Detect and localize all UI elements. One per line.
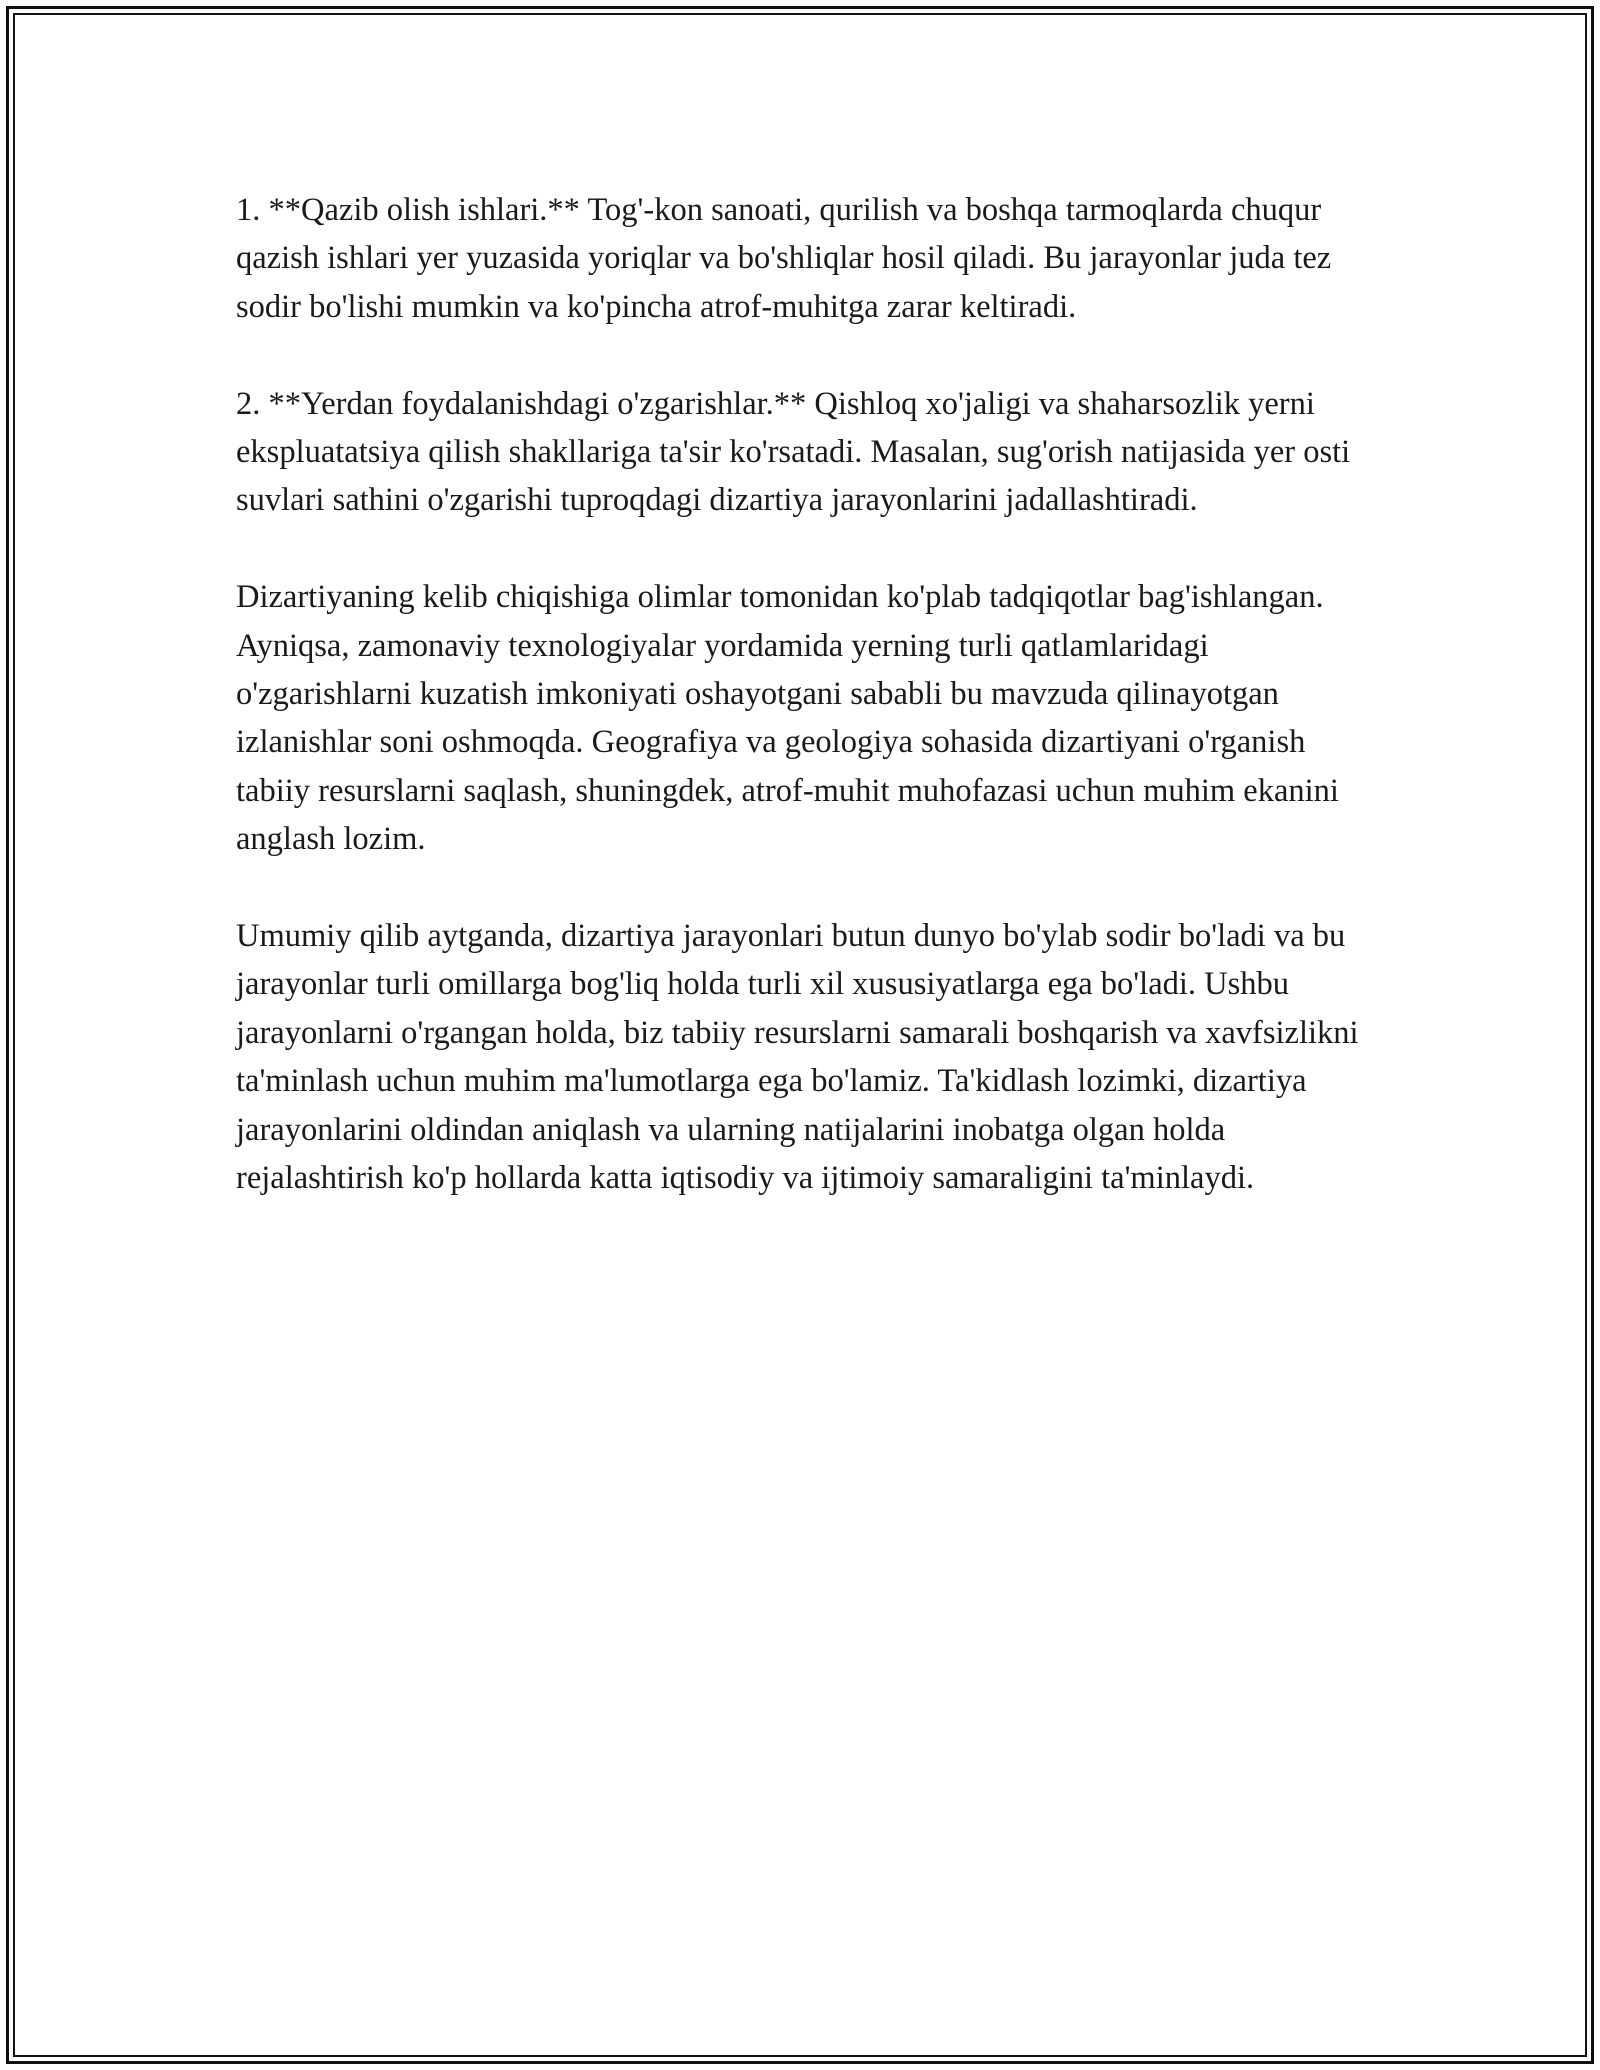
paragraph-land-use-changes: 2. **Yerdan foydalanishdagi o'zgarishlar.** Qishloq xo'jaligi va shaharsozlik yerni ekspluatatsiya qilish shakllariga ta'sir ko'rsatadi. Masalan, sug'orish natijasida yer osti suvlari sathini o'zgarishi tuproqdagi dizartiya jarayonlarini jadallashtiradi. [236,385,1351,519]
paragraph-research: Dizartiyaning kelib chiqishiga olimlar tomonidan ko'plab tadqiqotlar bag'ishlangan. Ayniqsa, zamonaviy texnologiyalar yordamida yerning turli qatlamlaridagi o'zgarishlarni kuzatish imkoniyati oshayotgani sababli bu mavzuda qilinayotgan izlanishlar soni oshmoqda. Geografiya va geologiya sohasida dizartiyani o'rganish tabiiy resurslarni saqlash, shuningdek, atrof-muhit muhofazasi uchun muhim ekanini anglash lozim. [236,579,1339,858]
document-body [236,186,1376,1202]
paragraph-mining-works: 1. **Qazib olish ishlari.** Tog'-kon sanoati, qurilish va boshqa tarmoqlarda chuqur qazish ishlari yer yuzasida yoriqlar va bo'shliqlar hosil qiladi. Bu jarayonlar juda tez sodir bo'lishi mumkin va ko'pincha atrof-muhitga zarar keltiradi. [236,192,1332,325]
paragraph-conclusion: Umumiy qilib aytganda, dizartiya jarayonlari butun dunyo bo'ylab sodir bo'ladi va bu jarayonlar turli omillarga bog'liq holda turli xil xususiyatlarga ega bo'ladi. Ushbu jarayonlarni o'rgangan holda, biz tabiiy resurslarni samarali boshqarish va xavfsizlikni ta'minlash uchun muhim ma'lumotlarga ega bo'lamiz. Ta'kidlash lozimki, dizartiya jarayonlarini oldindan aniqlash va ularning natijalarini inobatga olgan holda rejalashtirish ko'p hollarda katta iqtisodiy va ijtimoiy samaraligini ta'minlaydi. [236,918,1359,1197]
